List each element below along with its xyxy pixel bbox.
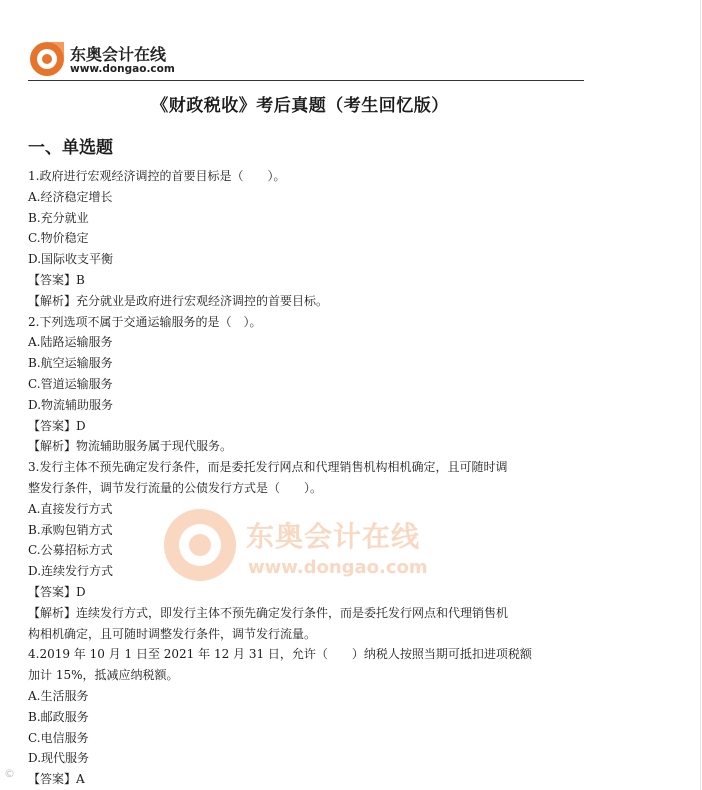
text-line: D.国际收支平衡 xyxy=(28,252,114,267)
text-line: B.充分就业 xyxy=(28,210,89,225)
text-line: B.邮政服务 xyxy=(28,709,89,724)
corner-watermark-icon: © xyxy=(4,767,15,780)
text-line: 【答案】D xyxy=(28,584,86,599)
text-line: 加计 15%，抵减应纳税额。 xyxy=(28,668,179,683)
page-edge xyxy=(700,0,701,790)
dongao-logo-icon xyxy=(28,40,66,78)
text-line: 【解析】物流辅助服务属于现代服务。 xyxy=(28,439,233,454)
text-line: 【答案】B xyxy=(28,272,85,287)
page-title: 《财政税收》考后真题（考生回忆版） xyxy=(151,96,449,116)
text-line: 3.发行主体不预先确定发行条件，而是委托发行网点和代理销售机构相机确定，且可随时调 xyxy=(28,460,508,475)
text-line: A.生活服务 xyxy=(28,688,89,703)
text-line: 整发行条件，调节发行流量的公债发行方式是（ ）。 xyxy=(28,480,323,495)
text-line: D.连续发行方式 xyxy=(28,564,114,579)
watermark-brand-url: www.dongao.com xyxy=(248,557,428,578)
text-line: 【解析】充分就业是政府进行宏观经济调控的首要目标。 xyxy=(28,293,329,308)
document-header xyxy=(28,36,584,82)
text-line: C.电信服务 xyxy=(28,730,89,745)
text-line: 1.政府进行宏观经济调控的首要目标是（ ）。 xyxy=(28,169,286,183)
watermark-brand-name: 东奥会计在线 xyxy=(246,520,421,553)
text-line: C.管道运输服务 xyxy=(28,376,113,391)
text-line: A.陆路运输服务 xyxy=(28,335,113,350)
text-line: 4.2019 年 10 月 1 日至 2021 年 12 月 31 日，允许（ ）纳税人按照当期可抵扣进项税额 xyxy=(28,647,532,662)
text-line: 2.下列选项不属于交通运输服务的是（ ）。 xyxy=(28,314,262,329)
text-line: 【答案】D xyxy=(28,418,86,433)
text-line: B.承购包销方式 xyxy=(28,522,113,537)
text-line: 构相机确定，且可随时调整发行条件，调节发行流量。 xyxy=(28,626,317,641)
text-line: B.航空运输服务 xyxy=(28,356,113,371)
section-title: 一、单选题 xyxy=(28,138,113,158)
header-divider xyxy=(28,80,584,81)
text-line: A.经济稳定增长 xyxy=(28,189,113,204)
text-line: 【答案】A xyxy=(28,772,85,787)
text-line: C.物价稳定 xyxy=(28,231,89,246)
text-line: D.物流辅助服务 xyxy=(28,397,114,412)
brand-name: 东奥会计在线 xyxy=(70,45,167,64)
brand-url: www.dongao.com xyxy=(70,63,175,75)
text-line: C.公募招标方式 xyxy=(28,543,113,558)
question-content xyxy=(28,166,588,790)
text-line: A.直接发行方式 xyxy=(28,501,113,516)
text-line: D.现代服务 xyxy=(28,751,90,766)
text-line: 【解析】连续发行方式，即发行主体不预先确定发行条件，而是委托发行网点和代理销售机 xyxy=(28,605,509,620)
